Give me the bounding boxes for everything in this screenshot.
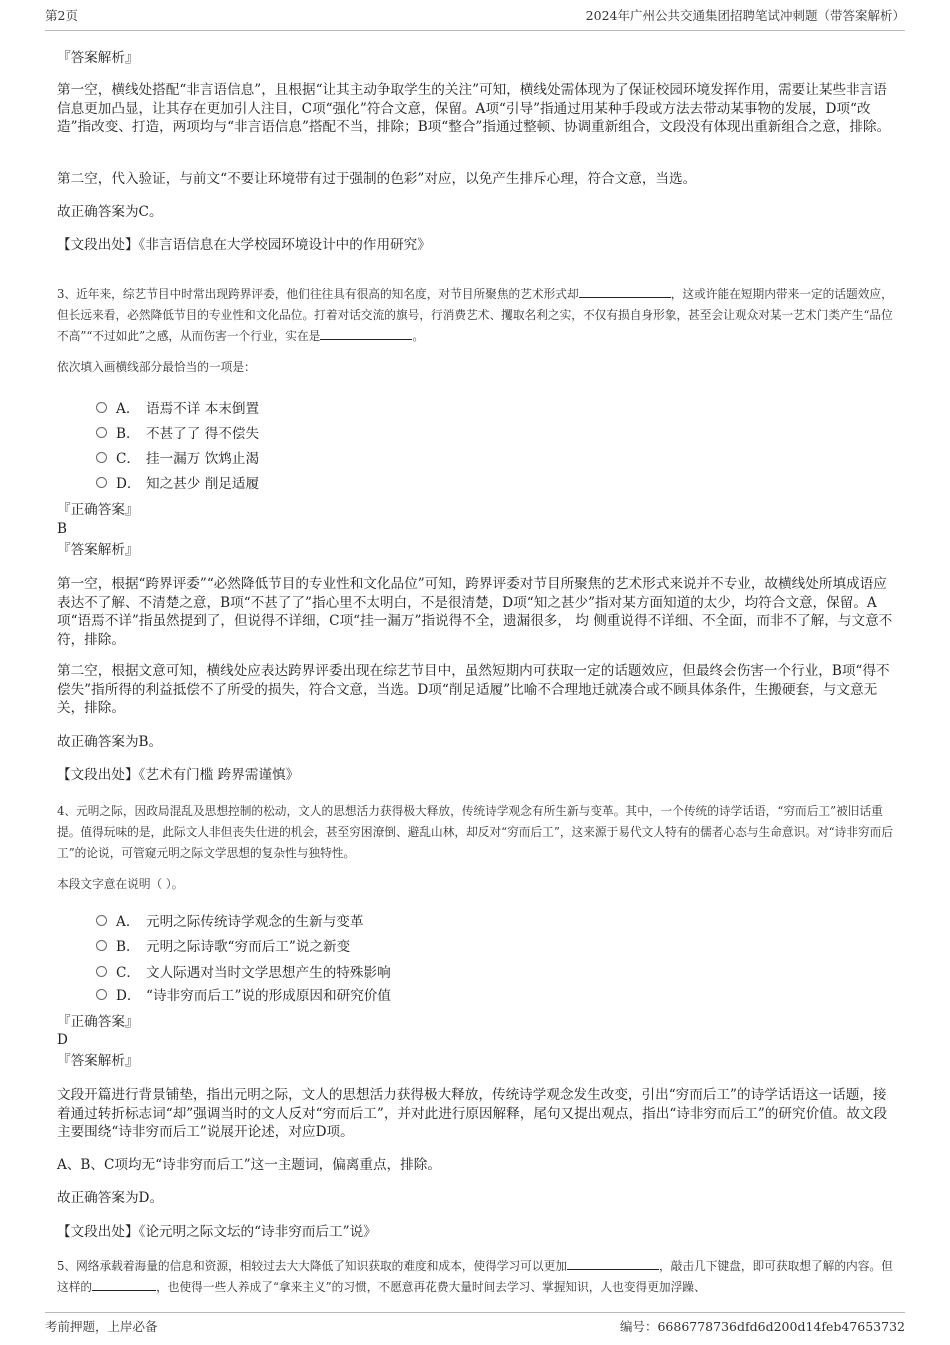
analysis-paragraph: 第一空，横线处搭配“非言语信息”，且根据“让其主动争取学生的关注”可知，横线处需体现为了保证校园环境发挥作用，需要让某些非言语信息更加凸显，让其存在更加引人注目，C项“强化”符合文意，保留。A项“引导”指通过用某种手段或方法去带动某事物的发展，D项“改造”指改变、打造，两项均与“非言语信息”搭配不当，排除；B项“整合”指通过整顿、协调重新组合，文段没有体现出重新组合之意，排除。 bbox=[57, 82, 891, 135]
analysis-paragraph: 文段开篇进行背景铺垫，指出元明之际，文人的思想活力获得极大释放，传统诗学观念发生改变，引出“穷而后工”的诗学话语这一话题，接着通过转折标志词“却”强调当时的文人反对“穷而后工”，并对此进行原因解释，尾句又提出观点，指出“诗非穷而后工”的研究价值。故文段主要围绕“诗非穷而后工”说展开论述，对应D项。 bbox=[57, 1087, 888, 1140]
page-number: 第2页 bbox=[45, 8, 78, 23]
answer-analysis-label: 『答案解析』 bbox=[57, 1053, 139, 1069]
analysis-paragraph: A、B、C项均无“诗非穷而后工”这一主题词，偏离重点，排除。 bbox=[57, 1157, 441, 1173]
question-stem: 5、网络承载着海量的信息和资源，相较过去大大降低了知识获取的难度和成本，使得学习可以更加 ，敲击几下键盘，即可获取想了解的内容。但这样的 ，也使得一些人养成了“拿来主义”的习惯，不愿意再花费大量时间去学习、掌握知识，人也变得更加浮躁、 bbox=[57, 1259, 893, 1294]
radio-button[interactable] bbox=[96, 966, 107, 977]
analysis-paragraph: 第一空，根据“跨界评委”“必然降低节目的专业性和文化品位”可知，跨界评委对节目所聚焦的艺术形式来说并不专业，故横线处所填成语应表达不了解、不清楚之意，B项“不甚了了”指心里不太明白，不是很清楚，D项“知之甚少”指对某方面知道的太少，均符合文意，保留。A项“语焉不详”指虽然提到了，但说得不详细，C项“挂一漏万”指说得不全，遗漏很多， 均 侧重说得不详细、不全面，而非不了解，与文意不符，排除。 bbox=[57, 576, 893, 648]
option-c[interactable]: C． 文人际遇对当时文学思想产生的特殊影响 bbox=[96, 961, 391, 981]
blank-line bbox=[92, 1278, 156, 1291]
source-citation: 【文段出处】《论元明之际文坛的“诗非穷而后工”说》 bbox=[57, 1224, 377, 1240]
analysis-conclusion: 故正确答案为C。 bbox=[57, 204, 163, 220]
page-footer bbox=[45, 1312, 905, 1335]
radio-button[interactable] bbox=[96, 477, 107, 488]
radio-button[interactable] bbox=[96, 989, 107, 1000]
radio-button[interactable] bbox=[96, 402, 107, 413]
analysis-paragraph: 第二空，根据文意可知，横线处应表达跨界评委出现在综艺节目中，虽然短期内可获取一定的话题效应，但最终会伤害一个行业，B项“得不偿失”指所得的利益抵偿不了所受的损失，符合文意，当选。D项“削足适履”比喻不合理地迁就凑合或不顾具体条件，生搬硬套，与文意无关，排除。 bbox=[57, 663, 890, 716]
answer-analysis-label: 『答案解析』 bbox=[57, 50, 139, 66]
source-citation: 【文段出处】《艺术有门槛 跨界需谨慎》 bbox=[57, 767, 300, 783]
analysis-conclusion: 故正确答案为B。 bbox=[57, 734, 163, 750]
option-d[interactable]: D． “诗非穷而后工”说的形成原因和研究价值 bbox=[96, 984, 391, 1004]
correct-answer: D bbox=[57, 1032, 68, 1048]
correct-answer: B bbox=[57, 521, 67, 537]
radio-button[interactable] bbox=[96, 940, 107, 951]
document-title: 2024年广州公共交通集团招聘笔试冲刺题（带答案解析） bbox=[585, 8, 905, 23]
option-b[interactable]: B． 元明之际诗歌“穷而后工”说之新变 bbox=[96, 935, 350, 955]
question-prompt: 本段文字意在说明（ ）。 bbox=[57, 877, 184, 891]
radio-button[interactable] bbox=[96, 452, 107, 463]
question-prompt: 依次填入画横线部分最恰当的一项是： bbox=[57, 360, 256, 374]
blank-line bbox=[567, 1257, 659, 1270]
radio-button[interactable] bbox=[96, 427, 107, 438]
blank-line bbox=[579, 285, 671, 298]
radio-button[interactable] bbox=[96, 915, 107, 926]
blank-line bbox=[320, 327, 412, 340]
question-stem: 4、元明之际，因政局混乱及思想控制的松动，文人的思想活力获得极大释放，传统诗学观念有所生新与变革。其中，一个传统的诗学话语，“穷而后工”被旧话重提。值得玩味的是，此际文人非但丧失仕进的机会，甚至穷困潦倒、避乱山林，却反对“穷而后工”，这来源于易代文人特有的儒者心态与生命意识。对“诗非穷而后工”的论说，可管窥元明之际文学思想的复杂性与独特性。 bbox=[57, 804, 894, 860]
option-d[interactable]: D． 知之甚少 削足适履 bbox=[96, 472, 259, 492]
option-a[interactable]: A． 语焉不详 本末倒置 bbox=[96, 397, 259, 417]
analysis-paragraph: 第二空，代入验证，与前文“不要让环境带有过于强制的色彩”对应，以免产生排斥心理，符合文意，当选。 bbox=[57, 171, 697, 187]
page-header bbox=[45, 0, 905, 31]
option-a[interactable]: A． 元明之际传统诗学观念的生新与变革 bbox=[96, 910, 364, 930]
analysis-conclusion: 故正确答案为D。 bbox=[57, 1190, 164, 1206]
correct-answer-label: 『正确答案』 bbox=[57, 1014, 139, 1030]
question-stem: 3、近年来，综艺节目中时常出现跨界评委，他们往往具有很高的知名度，对节目所聚焦的艺术形式却 ，这或许能在短期内带来一定的话题效应，但长远来看，必然降低节目的专业性和文化品位。打着对话交流的旗号，行消费艺术、攫取名利之实，不仅有损自身形象，甚至会让观众对某一艺术门类产生“品位不高”“不过如此”之感，从而伤害一个行业，实在是 。 bbox=[57, 287, 893, 343]
footer-slogan: 考前押题，上岸必备 bbox=[45, 1319, 158, 1334]
correct-answer-label: 『正确答案』 bbox=[57, 502, 139, 518]
option-c[interactable]: C． 挂一漏万 饮鸩止渴 bbox=[96, 447, 259, 467]
option-b[interactable]: B． 不甚了了 得不偿失 bbox=[96, 422, 259, 442]
answer-analysis-label: 『答案解析』 bbox=[57, 542, 139, 558]
document-id: 编号：6686778736dfd6d200d14feb47653732 bbox=[619, 1319, 905, 1334]
source-citation: 【文段出处】《非言语信息在大学校园环境设计中的作用研究》 bbox=[57, 237, 431, 253]
